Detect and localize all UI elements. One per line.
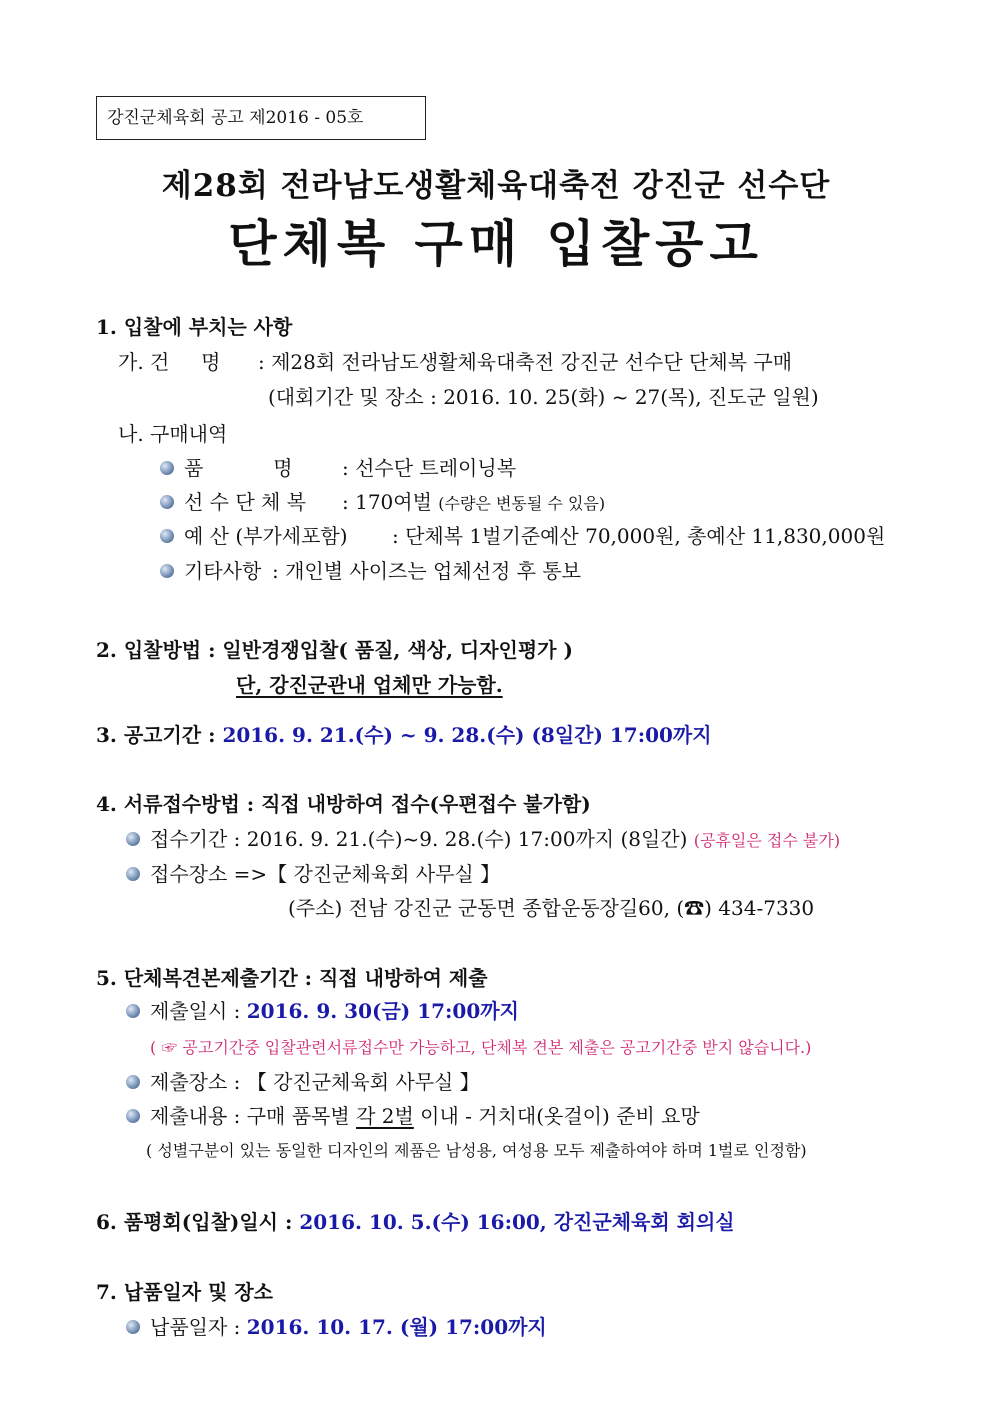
list-item-label: 품 명 <box>184 456 293 480</box>
section-1-heading: 1. 입찰에 부치는 사항 <box>96 315 293 339</box>
bullet-icon <box>126 832 140 846</box>
section-3-heading: 3. 공고기간 : <box>96 723 216 747</box>
submission-quantity: 각 2벌 <box>356 1104 414 1128</box>
gender-note: ( 성별구분이 있는 동일한 디자인의 제품은 남성용, 여성용 모두 제출하여야 하며 1벌로 인정함) <box>146 1141 807 1160</box>
list-item <box>126 1066 480 1095</box>
delivery-date-label: 납품일자 : <box>150 1315 241 1339</box>
bullet-icon <box>160 495 174 509</box>
submission-date-value: 2016. 9. 30(금) 17:00까지 <box>246 999 519 1023</box>
list-item <box>126 1100 700 1129</box>
bullet-icon <box>160 564 174 578</box>
receipt-place: 접수장소 =>【 강진군체육회 사무실 】 <box>150 862 501 886</box>
list-item <box>160 452 516 481</box>
bullet-icon <box>126 1109 140 1123</box>
submission-content-post: 이내 - 거치대(옷걸이) 준비 요망 <box>413 1104 700 1128</box>
section-6-heading: 6. 품평회(입찰)일시 : <box>96 1210 293 1234</box>
section-2-heading: 2. 입찰방법 : 일반경쟁입찰( 품질, 색상, 디자인평가 ) <box>96 638 573 662</box>
submission-content-pre: 제출내용 : 구매 품목별 <box>150 1104 357 1128</box>
title-line-1: 제28회 전라남도생활체육대축전 강진군 선수단 <box>161 168 831 204</box>
submission-note: ( ☞ 공고기간중 입찰관련서류접수만 가능하고, 단체복 견본 제출은 공고기간중 받지 않습니다.) <box>150 1038 812 1057</box>
list-item <box>160 555 581 584</box>
bullet-icon <box>160 461 174 475</box>
list-item-value: : 170여벌 <box>342 490 432 514</box>
list-item-value: : 단체복 1벌기준예산 70,000원, 총예산 11,830,000원 <box>392 524 886 548</box>
list-item <box>160 520 885 549</box>
list-item-value: : 개인별 사이즈는 업체선정 후 통보 <box>272 559 582 583</box>
event-period-note: (대회기간 및 장소 : 2016. 10. 25(화) ~ 27(목), 진도군 일원) <box>268 385 819 409</box>
item-name-value: : 제28회 전라남도생활체육대축전 강진군 선수단 단체복 구매 <box>258 350 793 374</box>
item-name-row <box>118 346 792 375</box>
purchase-details-label: 나. 구매내역 <box>118 422 228 446</box>
section-3-row <box>96 719 712 748</box>
bullet-icon <box>126 1004 140 1018</box>
list-item <box>126 858 500 887</box>
receipt-period: 접수기간 : 2016. 9. 21.(수)~9. 28.(수) 17:00까지 (8일간) <box>150 827 688 851</box>
section-4-heading: 4. 서류접수방법 : 직접 내방하여 접수(우편접수 불가함) <box>96 792 591 816</box>
notice-number-box: 강진군체육회 공고 제2016 - 05호 <box>96 96 426 140</box>
quantity-note: (수량은 변동될 수 있음) <box>438 494 606 513</box>
submission-date-label: 제출일시 : <box>150 999 241 1023</box>
item-name-label: 가. 건 명 <box>118 350 221 374</box>
bullet-icon <box>126 867 140 881</box>
section-6-row <box>96 1206 735 1235</box>
list-item <box>126 1311 547 1340</box>
bidding-restriction: 단, 강진군관내 업체만 가능함. <box>236 673 503 697</box>
submission-place: 제출장소 : 【 강진군체육회 사무실 】 <box>150 1070 480 1094</box>
holiday-note: (공휴일은 접수 불가) <box>693 831 841 850</box>
list-item <box>126 995 519 1024</box>
office-address: (주소) 전남 강진군 군동면 종합운동장길60, (☎) 434-7330 <box>288 896 815 920</box>
list-item-label: 선 수 단 체 복 <box>184 490 307 514</box>
delivery-date-value: 2016. 10. 17. (월) 17:00까지 <box>246 1315 547 1339</box>
bullet-icon <box>160 529 174 543</box>
list-item <box>126 823 840 852</box>
list-item-value: : 선수단 트레이닝복 <box>342 456 517 480</box>
bullet-icon <box>126 1075 140 1089</box>
section-5-heading: 5. 단체복견본제출기간 : 직접 내방하여 제출 <box>96 966 488 990</box>
bullet-icon <box>126 1320 140 1334</box>
list-item-label: 기타사항 <box>184 559 262 583</box>
evaluation-datetime: 2016. 10. 5.(수) 16:00, 강진군체육회 회의실 <box>299 1210 735 1234</box>
list-item-label: 예 산 (부가세포함) <box>184 524 348 548</box>
list-item <box>160 486 605 515</box>
page-title: 단체복 구매 입찰공고 <box>228 214 764 273</box>
notice-period-value: 2016. 9. 21.(수) ~ 9. 28.(수) (8일간) 17:00까지 <box>222 723 712 747</box>
section-7-heading: 7. 납품일자 및 장소 <box>96 1280 274 1304</box>
